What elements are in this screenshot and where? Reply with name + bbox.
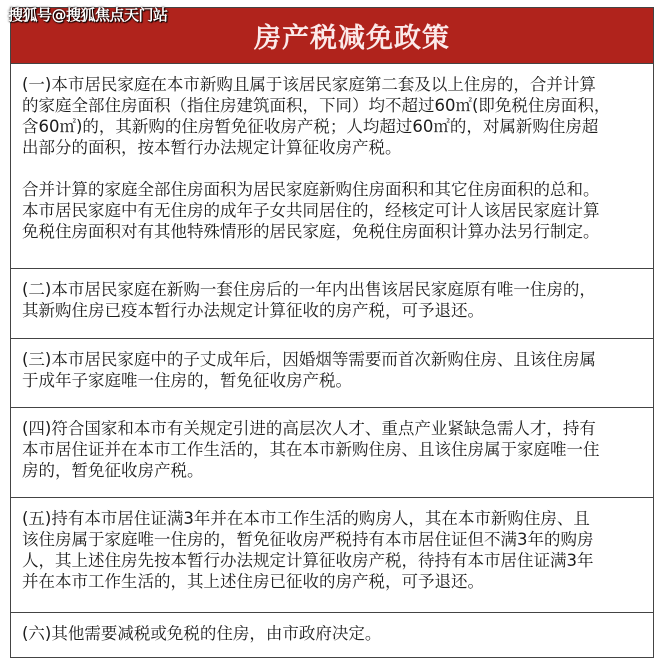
text-line: (四)符合国家和本市有关规定引进的高层次人才、重点产业紧缺急需人才，持有 bbox=[22, 419, 596, 438]
text-line: 本市居民家庭中有无住房的成年子女共同居住的，经核定可计人该居民家庭计算 bbox=[22, 201, 600, 220]
page-title: 房产税减免政策 bbox=[254, 23, 450, 54]
text-line: (一)本市居民家庭在本市新购且属于该居民家庭第二套及以上住房的，合并计算 bbox=[22, 75, 596, 94]
text-line: 其新购住房已疫本暂行办法规定计算征收的房产税，可予退还。 bbox=[22, 301, 484, 320]
watermark: 搜狐号@搜狐焦点天门站 bbox=[8, 6, 168, 24]
text-line: 出部分的面积，按本暂行办法规定计算征收房产税。 bbox=[22, 138, 402, 157]
text-line: 含60㎡)的，其新购的住房暂免征收房产税；人均超过60㎡的，对属新购住房超 bbox=[22, 117, 599, 136]
policy-section bbox=[11, 339, 653, 408]
text-line: (三)本市居民家庭中的子丈成年后，因婚烟等需要而首次新购住房、且该住房属 bbox=[22, 350, 596, 369]
policy-section bbox=[11, 498, 653, 613]
text-line: (六)其他需要减税或免税的住房，由市政府决定。 bbox=[22, 624, 382, 643]
policy-section bbox=[11, 613, 653, 659]
text-line: 合并计算的家庭全部住房面积为居民家庭新购住房面积和其它住房面积的总和。 bbox=[22, 180, 600, 199]
text-line: 免税住房面积对有其他特殊情形的居民家庭，免税住房面积计算办法另行制定。 bbox=[22, 222, 600, 241]
text-line: 本市居住证并在本市工作生活的，其在本市新购住房、且该住房属于家庭唯一住 bbox=[22, 440, 600, 459]
text-line: 人，其上述住房先按本暂行办法规定计算征收房产税，待持有本市居住证满3年 bbox=[22, 551, 594, 570]
text-line: 并在本市工作生活的，其上述住房已征收的房产税，可予退还。 bbox=[22, 572, 484, 591]
text-line: (二)本市居民家庭在新购一套住房后的一年内出售该居民家庭原有唯一住房的， bbox=[22, 280, 596, 299]
policy-section bbox=[11, 64, 653, 269]
paragraph-gap bbox=[22, 158, 643, 179]
policy-card bbox=[10, 7, 654, 658]
text-line: 房的，暂免征收房产税。 bbox=[22, 461, 204, 480]
policy-section bbox=[11, 269, 653, 339]
text-line: 于成年子家庭唯一住房的，暂免征收房产税。 bbox=[22, 371, 352, 390]
text-line: 的家庭全部住房面积（指住房建筑面积，下同）均不超过60㎡(即免税住房面积， bbox=[22, 96, 611, 115]
policy-section bbox=[11, 408, 653, 498]
text-line: (五)持有本市居住证满3年并在本市工作生活的购房人，其在本市新购住房、且 bbox=[22, 509, 590, 528]
sections bbox=[11, 64, 653, 659]
text-line: 该住房属于家庭唯一住房的，暂免征收房严税持有本市居住证但不满3年的购房 bbox=[22, 530, 594, 549]
